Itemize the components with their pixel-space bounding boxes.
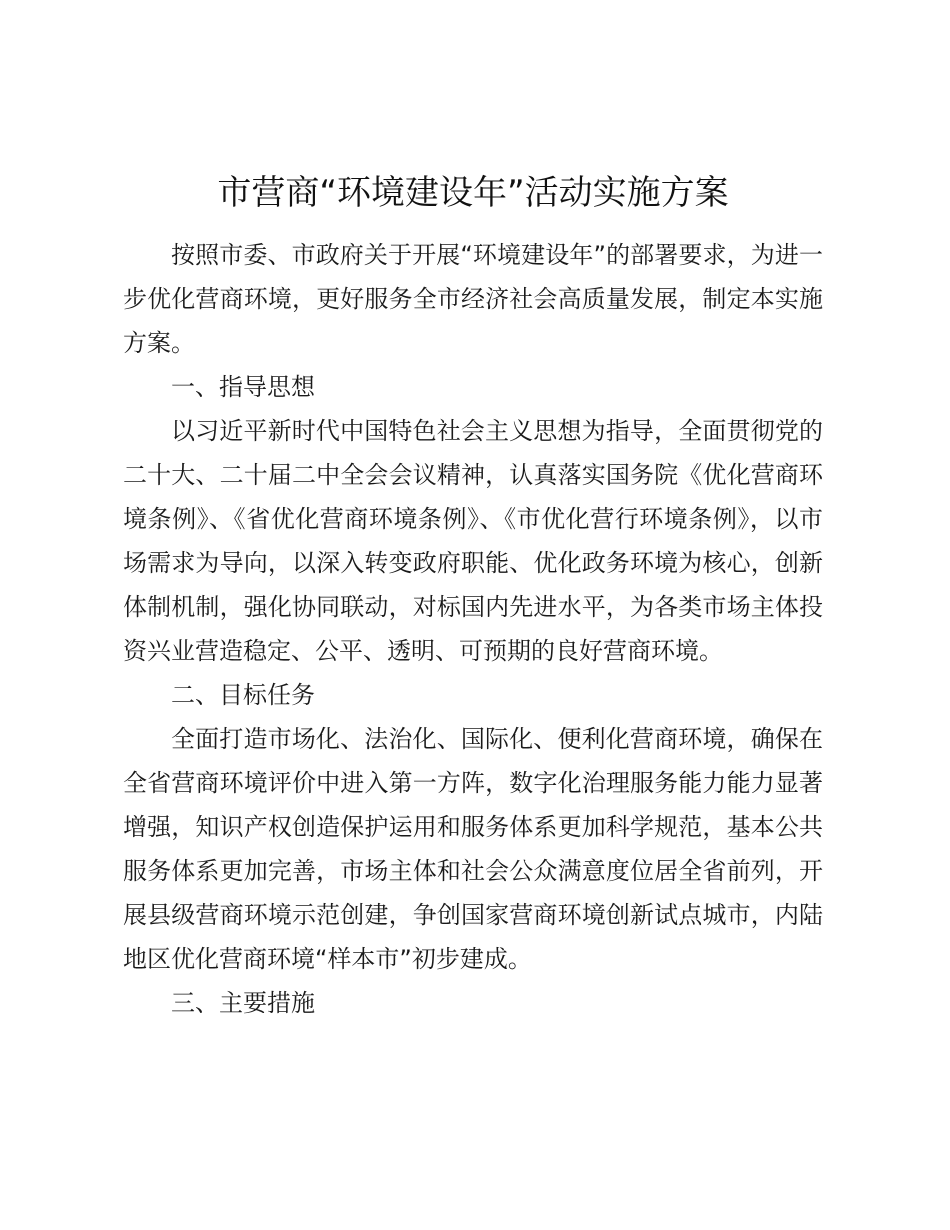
section-paragraph-guiding-ideology: 以习近平新时代中国特色社会主义思想为指导，全面贯彻党的二十大、二十届二中全会会议精神，认真落实国务院《优化营商环境条例》、《省优化营商环境条例》、《市优化营行环境条例》，以市场需求为导向，以深入转变政府职能、优化政务环境为核心，创新体制机制，强化协同联动，对标国内先进水平，为各类市场主体投资兴业营造稳定、公平、透明、可预期的良好营商环境。 — [123, 417, 823, 665]
section-heading-guiding-ideology: 一、指导思想 — [171, 373, 315, 401]
section-heading-objectives: 二、目标任务 — [171, 681, 315, 709]
intro-paragraph: 按照市委、市政府关于开展“环境建设年”的部署要求，为进一步优化营商环境，更好服务全市经济社会高质量发展，制定本实施方案。 — [123, 241, 823, 357]
section-heading-main-measures: 三、主要措施 — [171, 989, 315, 1017]
document-title: 市营商“环境建设年”活动实施方案 — [217, 173, 729, 213]
document-page — [123, 165, 823, 1025]
section-paragraph-objectives: 全面打造市场化、法治化、国际化、便利化营商环境，确保在全省营商环境评价中进入第一方阵，数字化治理服务能力能力显著增强，知识产权创造保护运用和服务体系更加科学规范，基本公共服务体系更加完善，市场主体和社会公众满意度位居全省前列，开展县级营商环境示范创建，争创国家营商环境创新试点城市，内陆地区优化营商环境“样本市”初步建成。 — [123, 725, 823, 973]
document-body — [123, 233, 823, 1025]
